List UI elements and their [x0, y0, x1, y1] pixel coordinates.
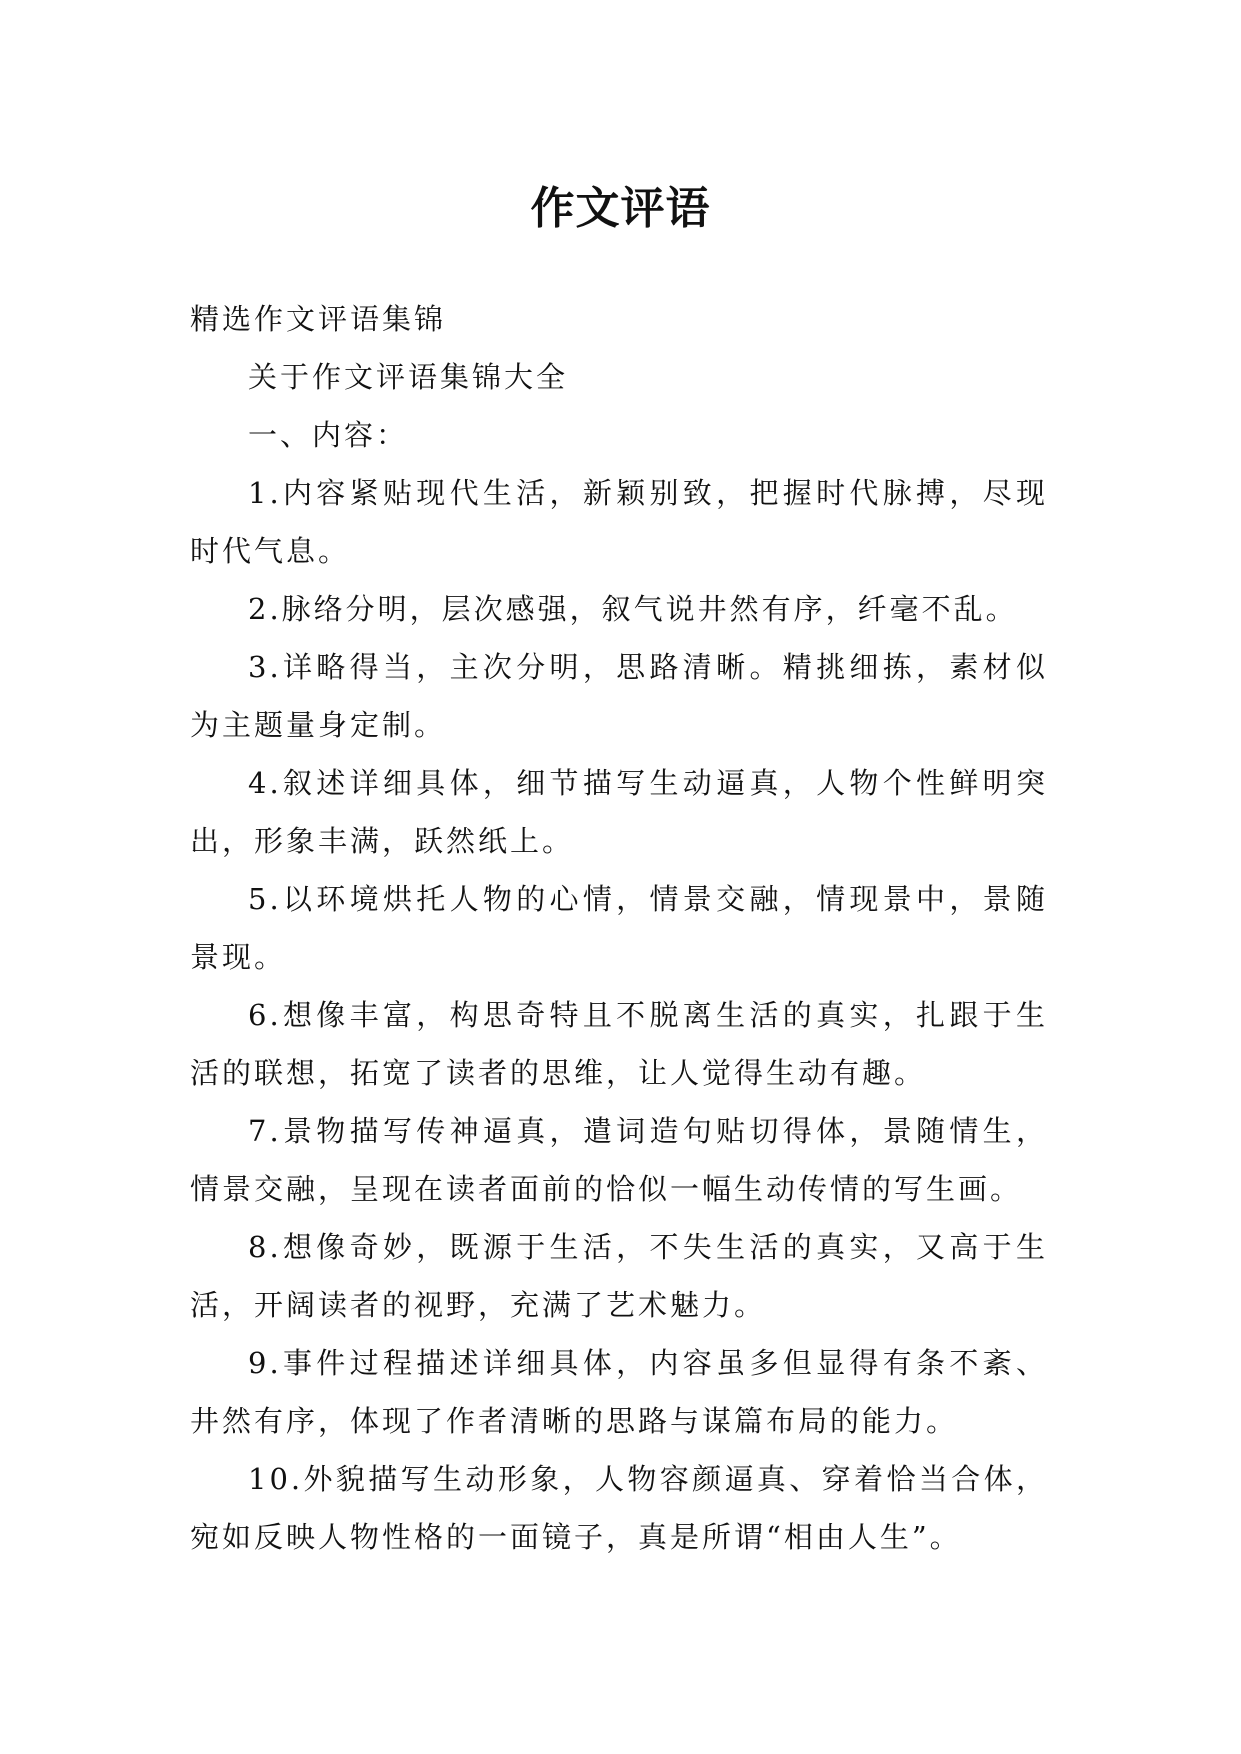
comment-item-1: 1.内容紧贴现代生活，新颖别致，把握时代脉搏，尽现时代气息。	[190, 476, 1048, 568]
document-subheading: 精选作文评语集锦	[190, 302, 447, 336]
comment-item-4: 4.叙述详细具体，细节描写生动逼真，人物个性鲜明突出，形象丰满，跃然纸上。	[190, 766, 1048, 858]
comment-item-10: 10.外貌描写生动形象，人物容颜逼真、穿着恰当合体，宛如反映人物性格的一面镜子，真是所谓“相由人生”。	[190, 1462, 1048, 1554]
document-title: 作文评语	[530, 183, 711, 235]
comment-item-3: 3.详略得当，主次分明，思路清晰。精挑细拣，素材似为主题量身定制。	[190, 650, 1048, 742]
comment-item-6: 6.想像丰富，构思奇特且不脱离生活的真实，扎跟于生活的联想，拓宽了读者的思维，让人觉得生动有趣。	[190, 998, 1048, 1090]
comment-item-9: 9.事件过程描述详细具体，内容虽多但显得有条不紊、井然有序，体现了作者清晰的思路与谋篇布局的能力。	[190, 1346, 1048, 1438]
section-heading: 一、内容：	[248, 418, 409, 452]
comment-item-7: 7.景物描写传神逼真，遣词造句贴切得体，景随情生，情景交融，呈现在读者面前的恰似一幅生动传情的写生画。	[190, 1114, 1048, 1206]
comment-item-2: 2.脉络分明，层次感强，叙气说井然有序，纤毫不乱。	[248, 592, 1018, 626]
comment-item-8: 8.想像奇妙，既源于生活，不失生活的真实，又高于生活，开阔读者的视野，充满了艺术魅力。	[190, 1230, 1048, 1322]
comment-item-5: 5.以环境烘托人物的心情，情景交融，情现景中，景随景现。	[190, 882, 1048, 974]
intro-line: 关于作文评语集锦大全	[248, 360, 569, 394]
document-body	[190, 290, 1048, 1566]
